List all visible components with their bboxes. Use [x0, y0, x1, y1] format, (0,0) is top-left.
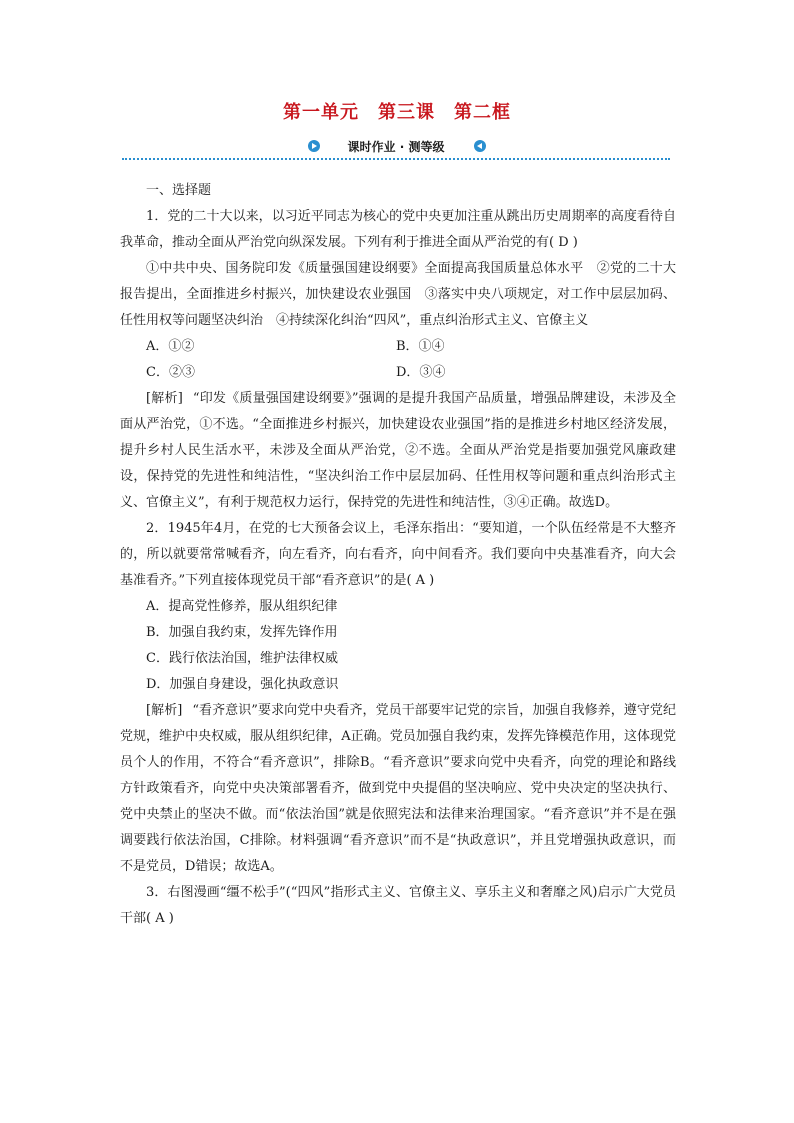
arrow-left-icon: [474, 140, 486, 152]
question-1-analysis: [120, 386, 676, 516]
analysis-text: “印发《质量强国建设纲要》”强调的是提升我国产品质量，增强品牌建设，未涉及全面从严治党，①不选。“全面推进乡村振兴，加快建设农业强国”指的是推进乡村地区经济发展，提升乡村人民生活水平，未涉及全面从严治党，②不选。全面从严治党是指要加强党风廉政建设，保持党的先进性和纯洁性，“坚决纠治工作中层层加码、任性用权等问题和重点纠治形式主义、官僚主义”，有利于规范权力运行，保持党的先进性和纯洁性，③④正确。故选D。: [120, 391, 676, 510]
option-a: A．提高党性修养，服从组织纪律: [146, 599, 338, 614]
analysis-label: [解析]: [146, 703, 183, 718]
question-1-material: ①中共中央、国务院印发《质量强国建设纲要》全面提高我国质量总体水平 ②党的二十大报告提出，全面推进乡村振兴，加快建设农业强国 ③落实中央八项规定，对工作中层层加码、任性用权等问题坚决纠治 ④持续深化纠治“四风”，重点纠治形式主义、官僚主义: [120, 261, 676, 328]
analysis-text: “看齐意识”要求向党中央看齐，党员干部要牢记党的宗旨，加强自我修养，遵守党纪党规，维护中央权威，服从组织纪律，A正确。党员加强自我约束，发挥先锋模范作用，这体现党员个人的作用，不符合“看齐意识”，排除B。“看齐意识”要求向党中央看齐，向党的理论和路线方针政策看齐，向党中央决策部署看齐，做到党中央提倡的坚决响应、党中央决定的坚决执行、党中央禁止的坚决不做。而“依法治国”就是依照宪法和法律来治理国家。“看齐意识”并不是在强调要践行依法治国，C排除。材料强调“看齐意识”而不是“执政意识”，并且党增强执政意识，而不是党员，D错误；故选A。: [120, 703, 676, 874]
question-1-options: [120, 334, 676, 386]
question-3-stem: 3．右图漫画“缰不松手”(“四风”指形式主义、官僚主义、享乐主义和奢靡之风)启示广大党员干部( A ): [120, 885, 676, 926]
document-body: [120, 178, 676, 932]
banner-label: 课时作业 · 测等级: [347, 140, 445, 154]
option-c: C．践行依法治国，维护法律权威: [146, 651, 338, 666]
option-d: D．③④: [396, 365, 446, 380]
question-2-analysis: [120, 698, 676, 880]
section-heading: 一、选择题: [146, 183, 212, 198]
analysis-label: [解析]: [146, 391, 183, 406]
option-b: B．①④: [396, 339, 445, 354]
question-2-stem: 2．1945年4月，在党的七大预备会议上，毛泽东指出：“要知道，一个队伍经常是不大整齐的，所以就要常常喊看齐，向左看齐，向右看齐，向中间看齐。我们要向中央基准看齐，向大会基准看齐。”下列直接体现党员干部“看齐意识”的是( A ): [120, 521, 676, 588]
option-a: A．①②: [146, 339, 195, 354]
option-d: D．加强自身建设，强化执政意识: [146, 677, 339, 692]
option-b: B．加强自我约束，发挥先锋作用: [146, 625, 338, 640]
section-banner: [122, 136, 670, 162]
page-title: 第一单元 第三课 第二框: [283, 102, 511, 123]
dotted-divider: [122, 158, 670, 160]
question-2-options: [120, 594, 676, 698]
question-1-stem: 1．党的二十大以来，以习近平同志为核心的党中央更加注重从跳出历史周期率的高度看待自我革命，推动全面从严治党向纵深发展。下列有利于推进全面从严治党的有( D ): [120, 209, 676, 250]
option-c: C．②③: [146, 365, 195, 380]
